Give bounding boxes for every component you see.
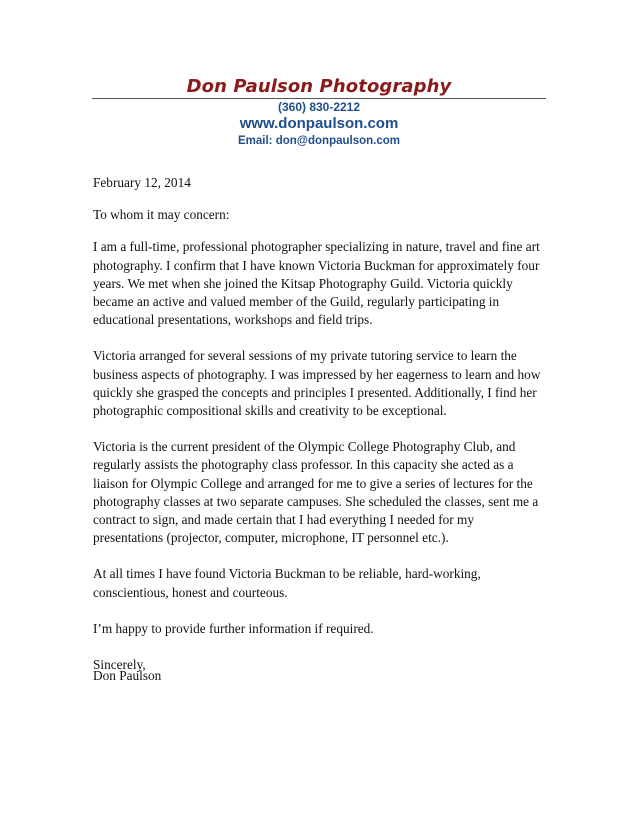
email-address[interactable]: Email: don@donpaulson.com (238, 135, 400, 147)
letter-date: February 12, 2014 (93, 175, 191, 190)
letter-paragraph: I am a full-time, professional photographer specializing in nature, travel and fine art photography. I confirm that I have known Victoria Buckman for approximately four years. We met when she joined the Kitsap Photography Guild. Victoria quickly became an active and valued member of the Guild, regularly participating in educational presentations, workshops and field trips. (93, 239, 540, 328)
letter-paragraph: Victoria is the current president of the Olympic College Photography Club, and regularly assists the photography class professor. In this capacity she acted as a liaison for Olympic College and arranged for me to give a series of lectures for the photography classes at two separate campuses. She scheduled the classes, sent me a contract to sign, and made certain that I had everything I needed for my presentations (projector, computer, microphone, IT personnel etc.). (93, 439, 539, 546)
letter-body (93, 174, 545, 674)
website-link[interactable]: www.donpaulson.com (239, 115, 399, 132)
letter-paragraph: At all times I have found Victoria Buckman to be reliable, hard-working, conscientious, honest and courteous. (93, 566, 481, 600)
letter-paragraph: I’m happy to provide further information if required. (93, 620, 374, 636)
letter-signature: Don Paulson (93, 668, 162, 683)
company-name: Don Paulson Photography (186, 76, 452, 97)
letter-paragraph: Victoria arranged for several sessions of my private tutoring service to learn the business aspects of photography. I was impressed by her eagerness to learn and how quickly she grasped the concepts and principles I presented. Additionally, I find her photographic compositional skills and creativity to be exceptional. (93, 348, 541, 419)
phone-number: (360) 830-2212 (277, 100, 361, 114)
letter-closing: Sincerely, (93, 657, 146, 673)
letter-salutation: To whom it may concern: (93, 207, 230, 223)
